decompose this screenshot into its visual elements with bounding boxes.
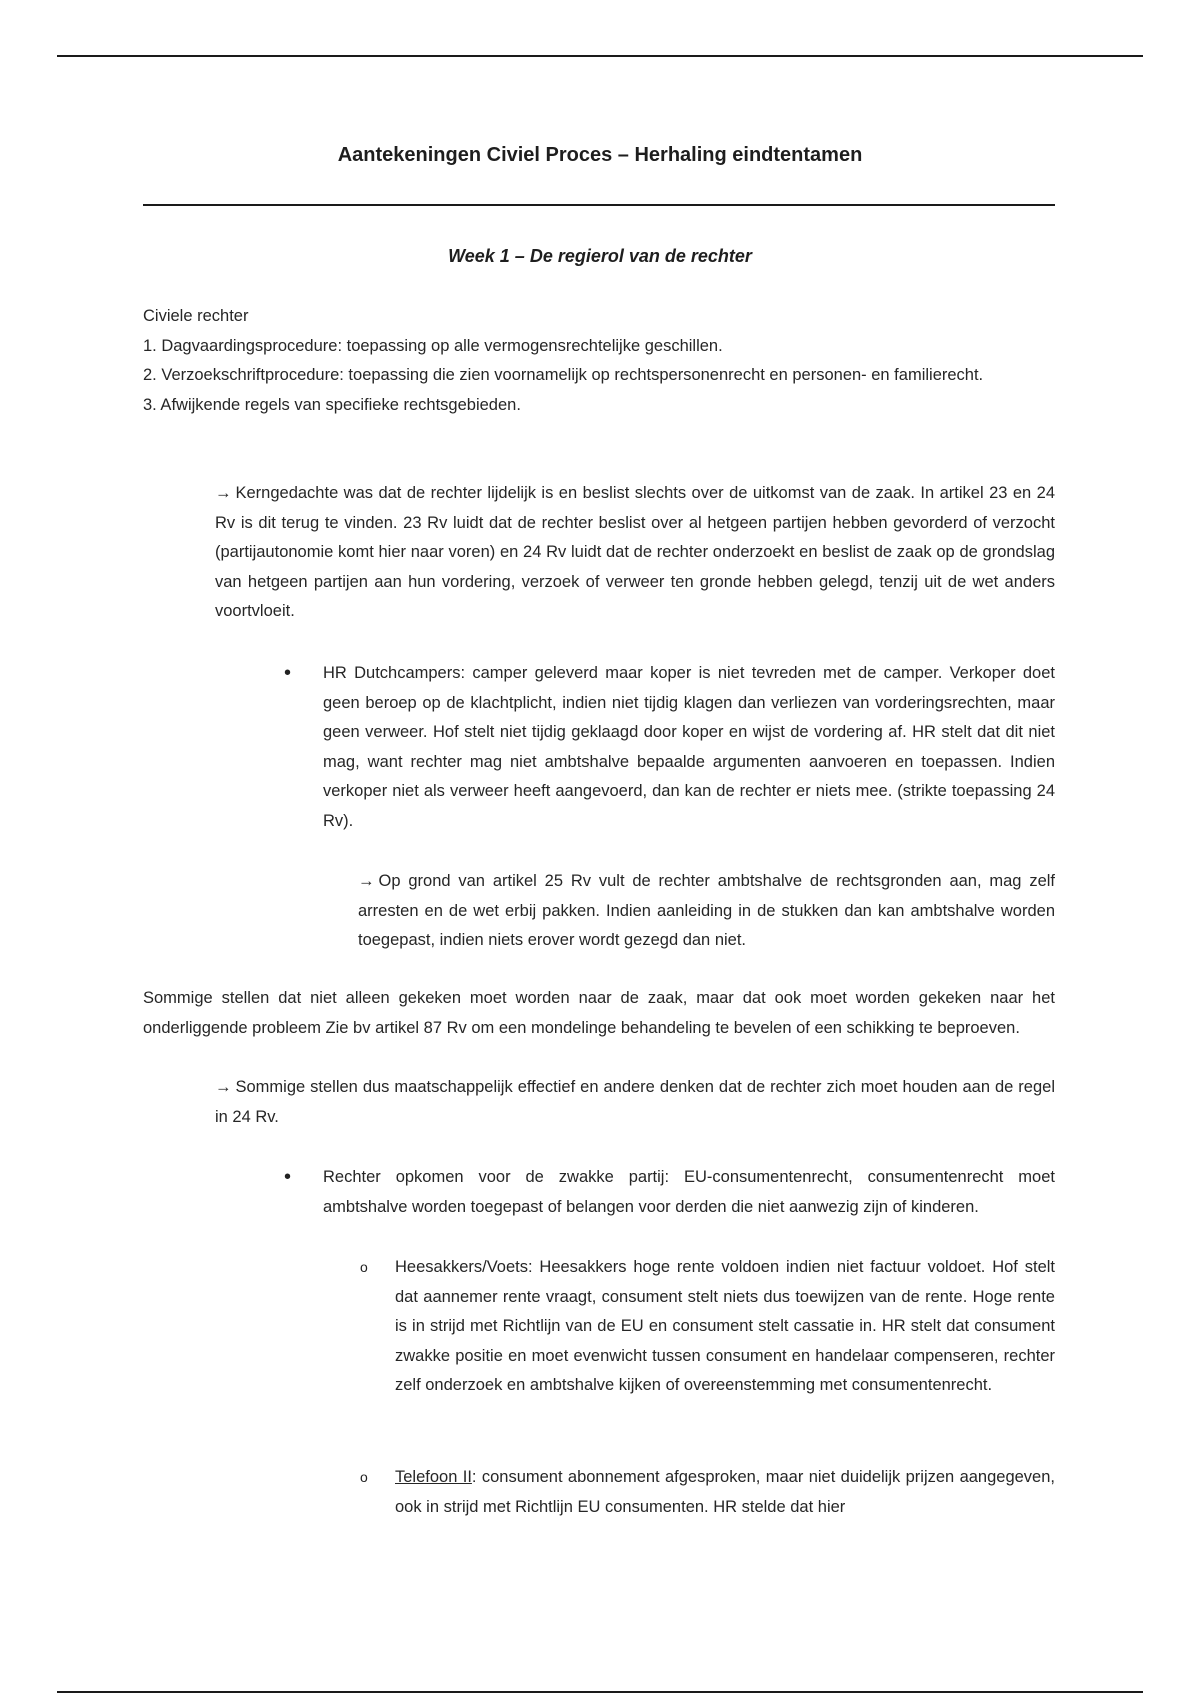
note-text: Kerngedachte was dat de rechter lijdelijk is en beslist slechts over de uitkomst van de zaak. In artikel 23 en 24 Rv is dit terug te vinden. 23 Rv luidt dat de rechter beslist over al hetgeen partijen hebben gevorderd of verzocht (partijautonomie komt hier naar voren) en 24 Rv luidt dat de rechter onderzoekt en beslist de zaak op de grondslag van hetgeen partijen aan hun vordering, verzoek of verweer ten gronde hebben gelegd, tenzij uit de wet anders voortvloeit. (215, 484, 1055, 620)
intro-section (143, 302, 1055, 420)
bullet-icon: • (284, 1166, 292, 1188)
list-item: 3. Afwijkende regels van specifieke rechtsgebieden. (143, 395, 521, 414)
paragraph-onderliggende-probleem: Sommige stellen dat niet alleen gekeken moet worden naar de zaak, maar dat ook moet worden gekeken naar het onderliggende probleem Zie bv artikel 87 Rv om een mondelinge behandeling te bevelen of een schikking te beproeven. (143, 989, 1055, 1037)
arrow-icon: → (358, 872, 375, 890)
list-item: 1. Dagvaardingsprocedure: toepassing op alle vermogensrechtelijke geschillen. (143, 336, 723, 355)
list-item: 2. Verzoekschriftprocedure: toepassing die zien voornamelijk op rechtspersonenrecht en personen- en familierecht. (143, 366, 984, 384)
note-maatschappelijk (215, 1073, 1055, 1132)
note-artikel-25 (358, 867, 1055, 956)
note-text: Op grond van artikel 25 Rv vult de rechter ambtshalve de rechtsgronden aan, mag zelf arresten en de wet erbij pakken. Indien aanleiding in de stukken dan kan ambtshalve worden toegepast, indien niets erover wordt gezegd dan niet. (358, 872, 1055, 949)
arrow-icon: → (215, 1078, 232, 1096)
sub-item-text: : consument abonnement afgesproken, maar niet duidelijk prijzen aangegeven, ook in strijd met Richtlijn EU consumenten. HR stelde dat hier (395, 1468, 1055, 1516)
header-rule (57, 55, 1143, 57)
sub-item-telefoon (395, 1463, 1055, 1522)
circle-bullet-icon: o (360, 1469, 368, 1485)
circle-bullet-icon: o (360, 1259, 368, 1275)
sub-item-heesakkers: Heesakkers/Voets: Heesakkers hoge rente voldoen indien niet factuur voldoet. Hof stelt dat aannemer rente vraagt, consument stelt niets dus toewijzen van de rente. Hoge rente is in strijd met Richtlijn van de EU en consument stelt cassatie in. HR stelt dat consument zwakke positie en moet evenwicht tussen consument en handelaar compenseren, rechter zelf onderzoek en ambtshalve kijken of overeenstemming met consumentenrecht. (395, 1258, 1055, 1394)
page-title: Aantekeningen Civiel Proces – Herhaling eindtentamen (337, 144, 863, 166)
section-heading: Civiele rechter (143, 307, 249, 325)
note-kerngedachte (215, 479, 1055, 627)
bullet-zwakke-partij: Rechter opkomen voor de zwakke partij: EU-consumentenrecht, consumentenrecht moet ambtshalve worden toegepast of belangen voor derden die niet aanwezig zijn of kinderen. (323, 1168, 1055, 1216)
title-rule (143, 204, 1055, 206)
bullet-dutchcampers: HR Dutchcampers: camper geleverd maar koper is niet tevreden met de camper. Verkoper doet geen beroep op de klachtplicht, indien niet tijdig klagen dan verliezen van vorderingsrechten, maar geen verweer. Hof stelt niet tijdig geklaagd door koper en wijst de vordering af. HR stelt dat dit niet mag, want rechter mag niet ambtshalve bepaalde argumenten aanvoeren en toepassen. Indien verkoper niet als verweer heeft aangevoerd, dan kan de rechter er niets mee. (strikte toepassing 24 Rv). (323, 664, 1055, 830)
note-text: Sommige stellen dus maatschappelijk effectief en andere denken dat de rechter zich moet houden aan de regel in 24 Rv. (215, 1078, 1055, 1126)
footer-rule (57, 1691, 1143, 1693)
week-title: Week 1 – De regierol van de rechter (448, 246, 752, 266)
case-name: Telefoon II (395, 1468, 472, 1486)
arrow-icon: → (215, 484, 232, 502)
bullet-icon: • (284, 662, 292, 684)
